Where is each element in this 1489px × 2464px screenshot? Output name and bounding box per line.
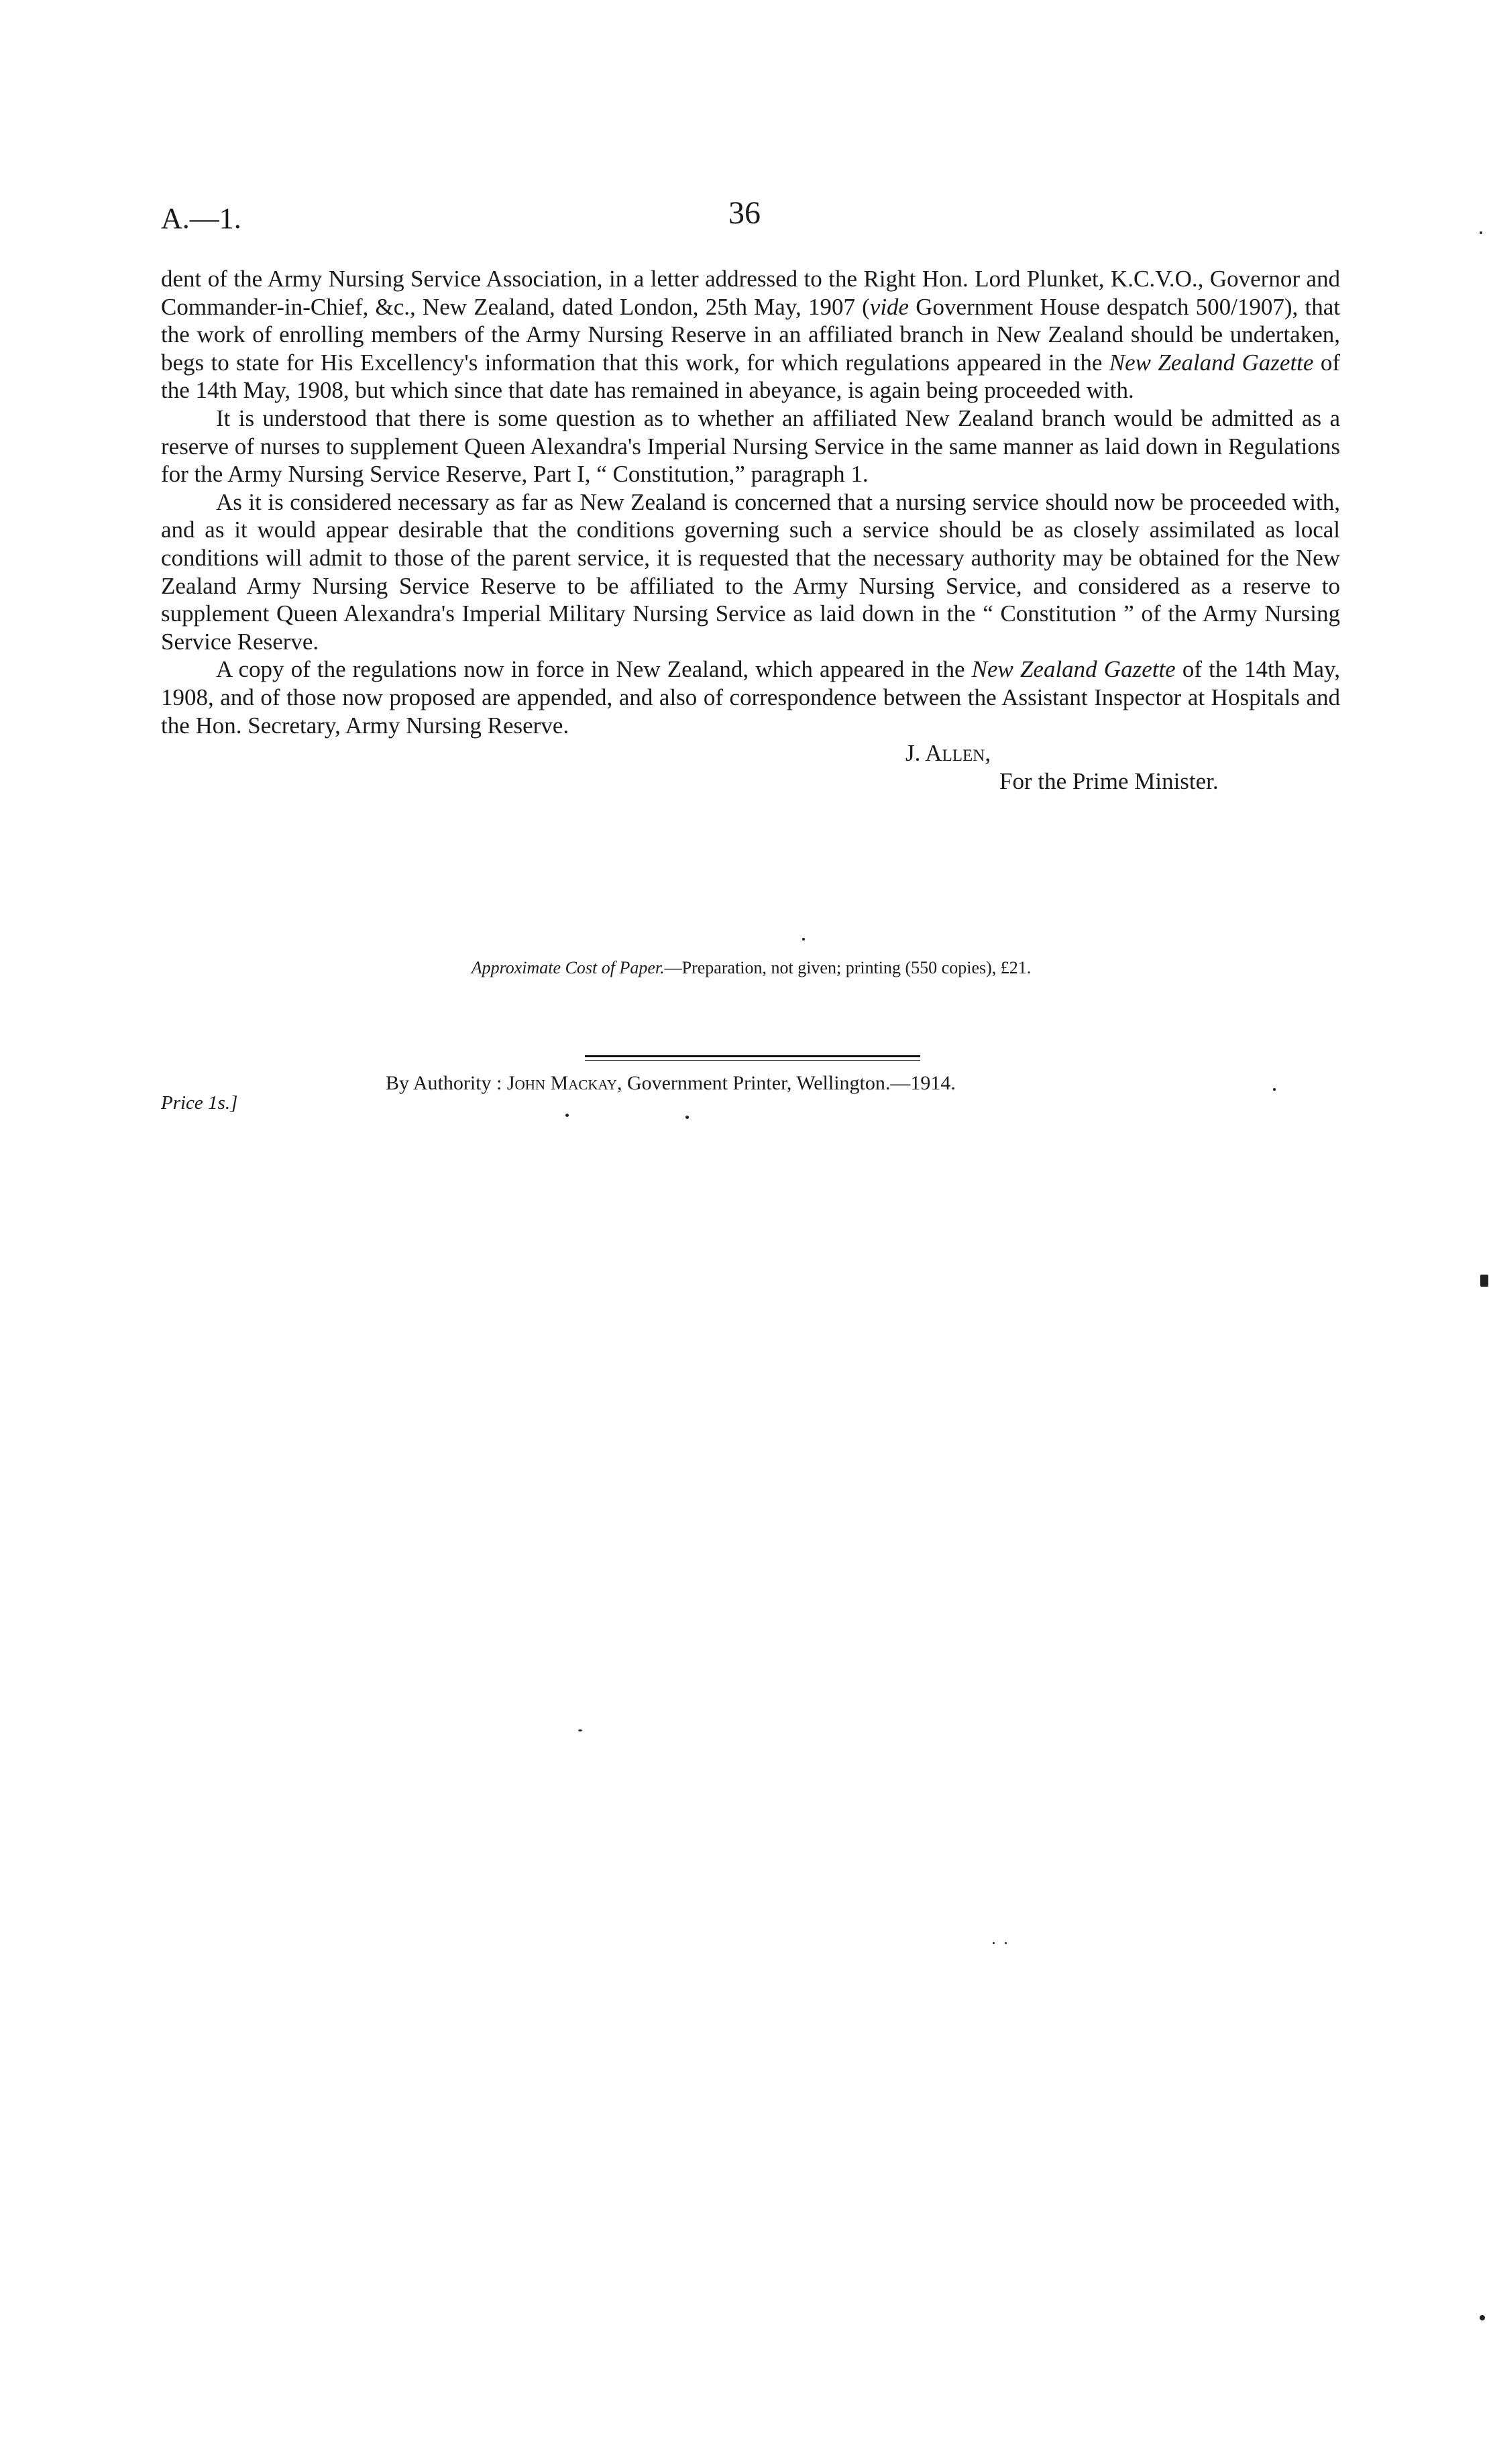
paragraph-4-text-a: A copy of the regulations now in force in New Zealand, which appeared in the	[216, 656, 972, 683]
printer-imprint	[386, 1072, 956, 1095]
scan-speck	[578, 1729, 582, 1731]
price-note: Price 1s.]	[161, 1092, 238, 1114]
paragraph-2: It is understood that there is some question as to whether an affiliated New Zealand branch would be admitted as a reserve of nurses to supplement Queen Alexandra's Imperial Nursing Service in the same manner as laid down in Regulations for the Army Nursing Service Reserve, Part I, “ Constitution,” paragraph 1.	[161, 405, 1340, 488]
paragraph-1-text-b: Government House despatch 500/1907), that the work of enrolling members of the Army Nursing Reserve in an affiliated branch in New Zealand should be undertaken, begs to state for His Excellency's information that this work, for which regulations appeared in the	[161, 293, 1340, 376]
scan-speck	[1273, 1088, 1276, 1091]
scan-speck	[1005, 1942, 1007, 1944]
paragraph-1-italic-b: New Zealand Gazette	[1109, 349, 1314, 376]
scan-speck	[1480, 231, 1482, 234]
imprint-suffix: Government Printer, Wellington.—1914.	[626, 1072, 956, 1094]
cost-label: Approximate Cost of Paper.	[471, 958, 665, 977]
paragraph-1-text-a: dent of the Army Nursing Service Association, in a letter addressed to the Right Hon. Lord Plunket, K.C.V.O., Governor and Commander-in-Chief, &c., New Zealand, dated London, 25th May, 1907 (	[161, 266, 1340, 320]
scan-speck	[1480, 1275, 1488, 1287]
paragraph-1	[161, 265, 1340, 405]
page-header	[161, 195, 1328, 248]
divider-rule	[585, 1055, 920, 1057]
imprint-printer: John Mackay,	[506, 1072, 622, 1094]
signatory-name: J. Allen,	[905, 740, 991, 767]
paragraph-1-italic-a: vide	[869, 293, 909, 320]
scan-speck	[993, 1942, 995, 1944]
scan-speck	[565, 1114, 569, 1117]
paragraph-1-text-c: of the 14th May, 1908, but which since that date has remained in abeyance, is again being proceeded with.	[161, 349, 1340, 404]
signature-block	[161, 739, 1340, 796]
paragraph-3: As it is considered necessary as far as New Zealand is concerned that a nursing service should now be proceeded with, and as it would appear desirable that the conditions governing such a service should be as closely assimilated as local conditions will admit to those of the parent service, it is requested that the necessary authority may be obtained for the New Zealand Army Nursing Service Reserve to be affiliated to the Army Nursing Service, and considered as a reserve to supplement Queen Alexandra's Imperial Military Nursing Service as laid down in the “ Constitution ” of the Army Nursing Service Reserve.	[161, 488, 1340, 655]
cost-text: —Preparation, not given; printing (550 copies), £21.	[664, 958, 1032, 977]
paragraph-4	[161, 655, 1340, 739]
signatory-role: For the Prime Minister.	[999, 768, 1219, 795]
body-text	[161, 265, 1340, 796]
paragraph-4-italic-a: New Zealand Gazette	[971, 656, 1176, 683]
scan-speck	[1480, 2315, 1485, 2320]
scan-speck	[802, 938, 805, 941]
imprint-prefix: By Authority :	[386, 1072, 502, 1094]
document-code: A.—1.	[161, 202, 241, 235]
divider-rule-thin	[585, 1060, 920, 1061]
paragraph-4-text-b: of the 14th May, 1908, and of those now proposed are appended, and also of correspondence between the Assistant Inspector at Hospitals and the Hon. Secretary, Army Nursing Reserve.	[161, 656, 1340, 739]
page-number: 36	[728, 195, 761, 231]
cost-of-paper	[0, 958, 1489, 978]
scan-speck	[685, 1116, 689, 1119]
